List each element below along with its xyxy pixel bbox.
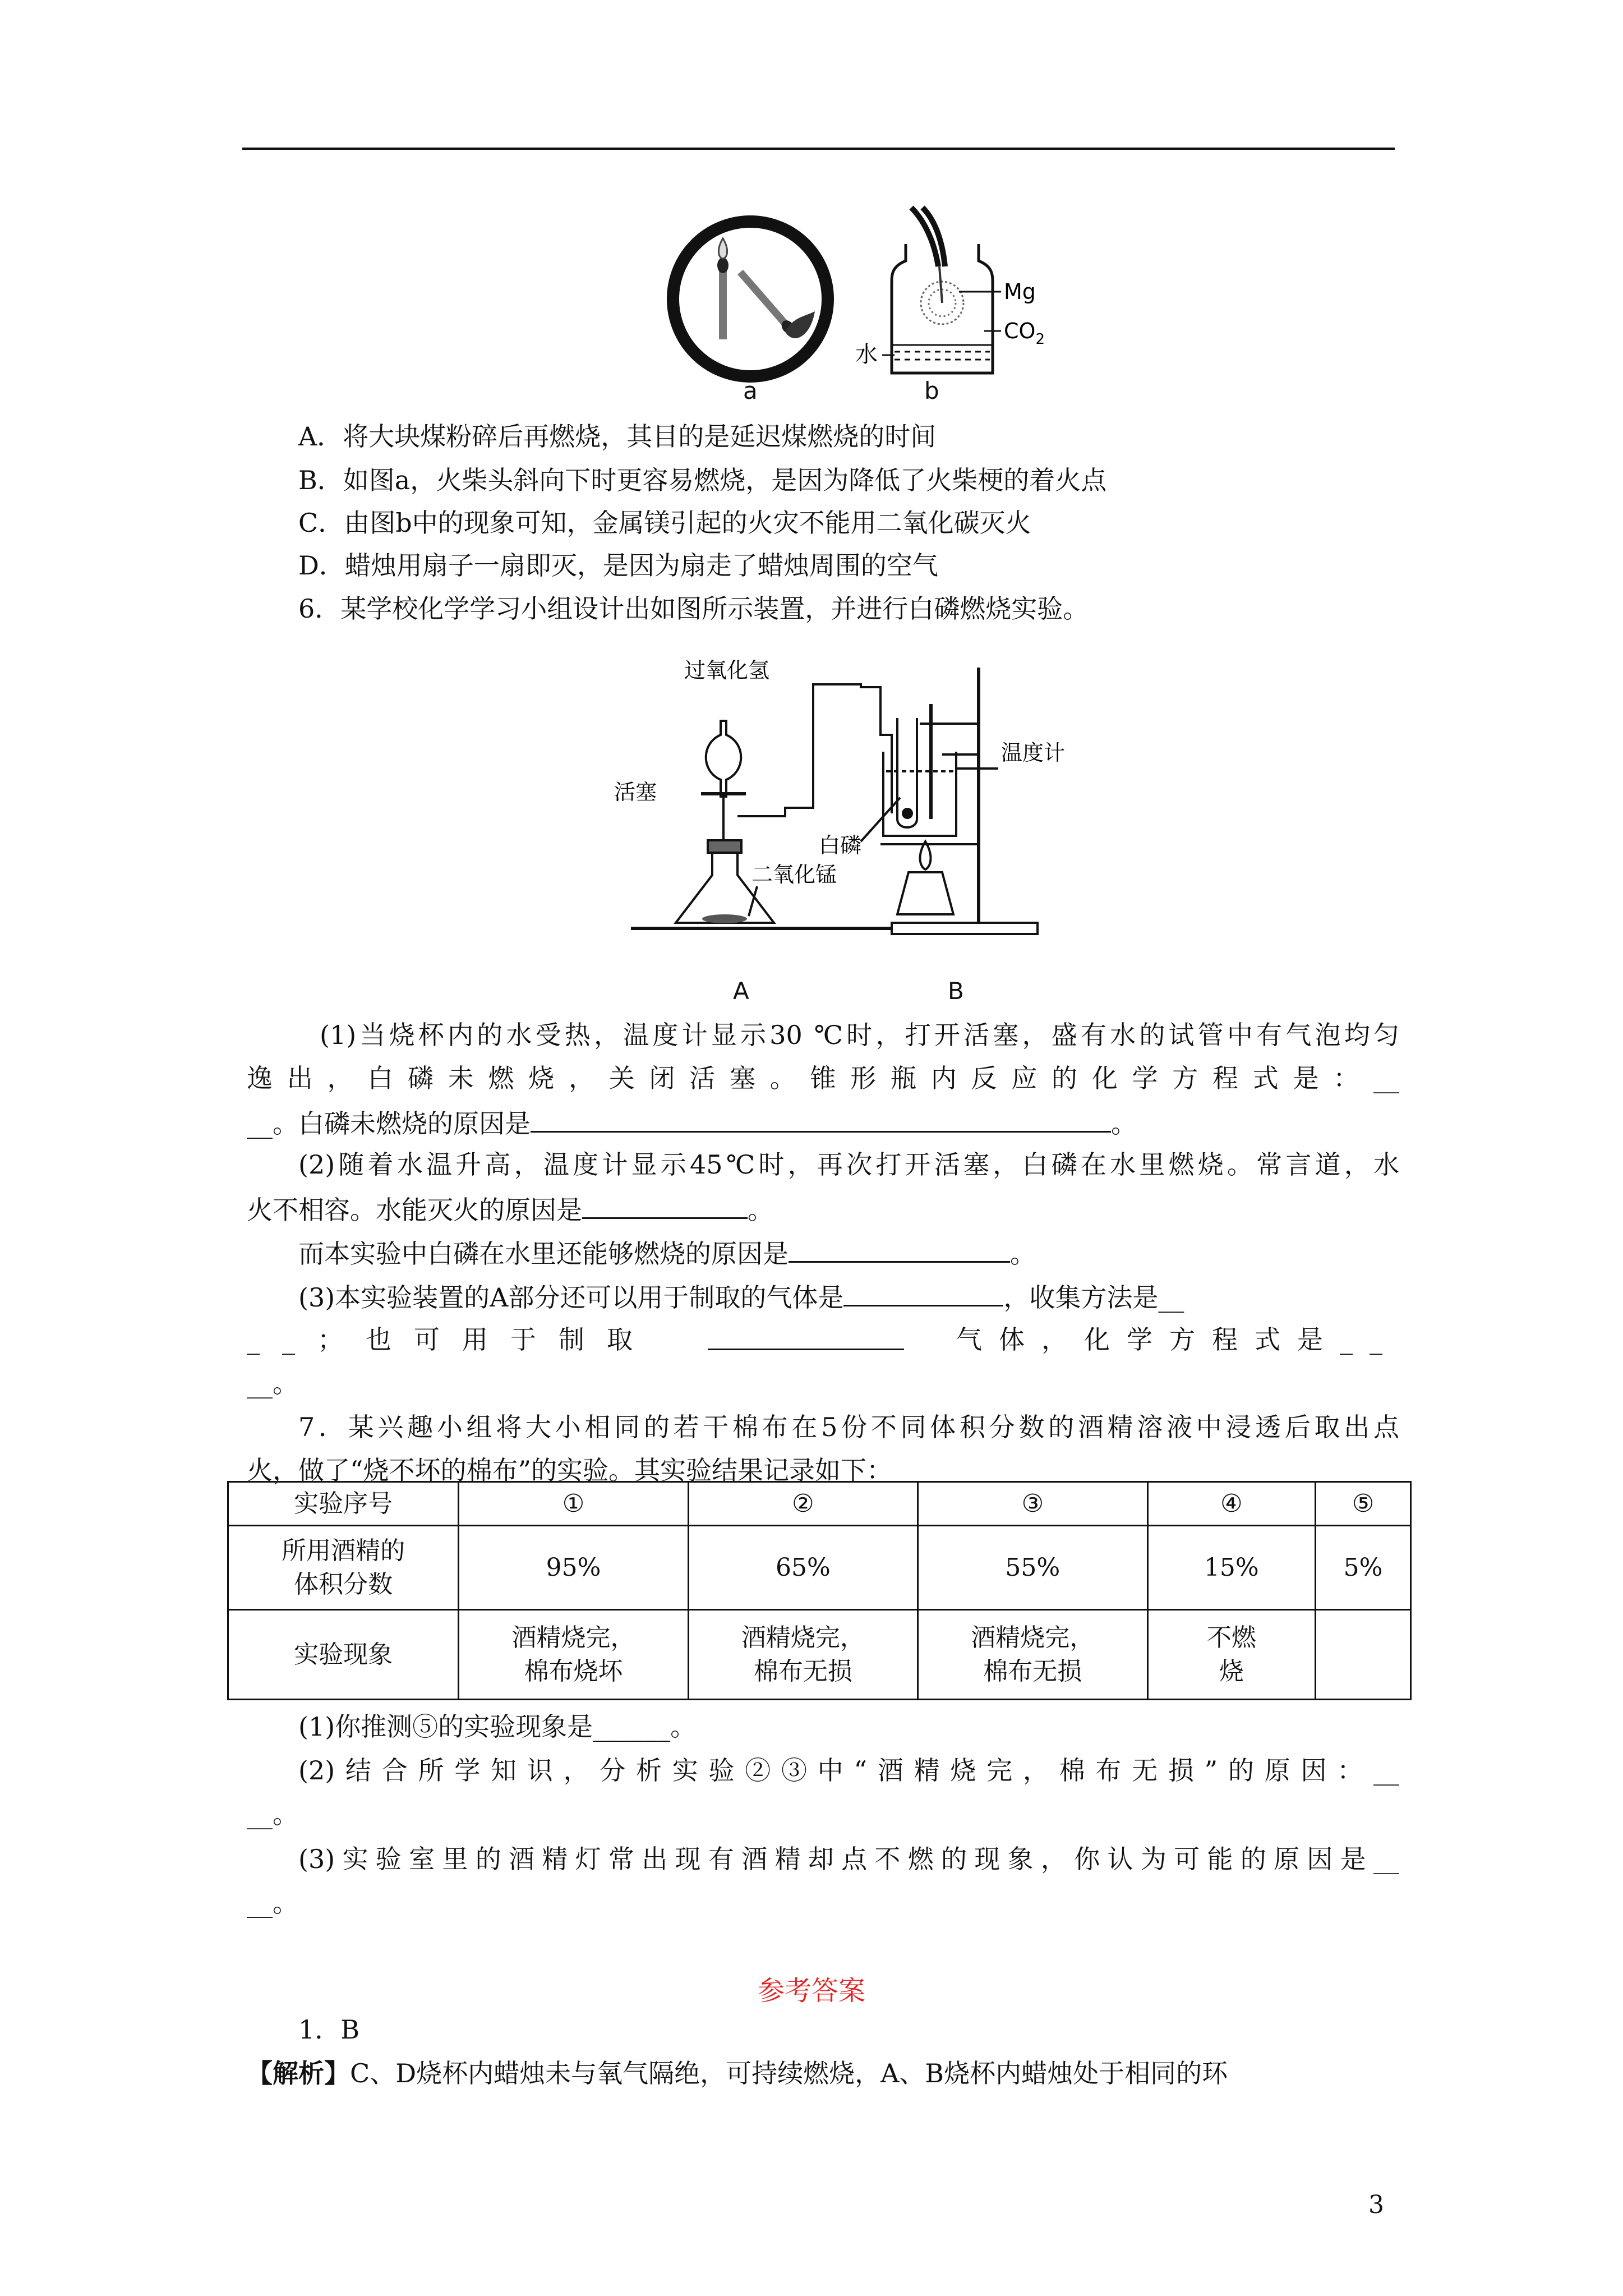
table-cell: 65% [688,1526,917,1610]
figure-b-label: b [924,377,939,404]
q7-sub2-line2: __。 [247,1799,298,1829]
table-cell: ④ [1147,1482,1316,1526]
q6-part1-line1: (1)当烧杯内的水受热，温度计显示30 ℃时，打开活塞，盛有水的试管中有气泡均匀 [320,1020,1399,1050]
label-mno2: 二氧化锰 [751,862,837,887]
table-cell: 酒精烧完， 棉布无损 [918,1610,1147,1700]
match-vertical [719,266,727,339]
q5-option-d: D．蜡烛用扇子一扇即灭，是因为扇走了蜡烛周围的空气 [298,550,938,581]
table-cell: 酒精烧完， 棉布烧坏 [459,1610,688,1700]
circle-frame [673,222,828,376]
table-cell: 15% [1147,1526,1316,1610]
table-cell: 95% [459,1526,688,1610]
q7-stem-line1: 7．某兴趣小组将大小相同的若干棉布在5份不同体积分数的酒精溶液中浸透后取出点 [298,1412,1399,1442]
q5-option-a: A．将大块煤粉碎后再燃烧，其目的是延迟煤燃烧的时间 [298,421,937,452]
q6-part2-line2: 火不相容。水能灭火的原因是 。 [247,1191,773,1227]
q5-option-c: C．由图b中的现象可知，金属镁引起的火灾不能用二氧化碳灭火 [298,508,1031,538]
row-header-index: 实验序号 [228,1482,459,1526]
table-cell: 5% [1316,1526,1411,1610]
alcohol-lamp [897,872,953,914]
q6-part3-line2: __；也可用于制取 气体，化学方程式是__ [247,1323,1399,1356]
label-thermometer: 温度计 [1001,740,1066,765]
q6-stem: 6．某学校化学学习小组设计出如图所示装置，并进行白磷燃烧实验。 [298,593,1089,624]
label-white-p: 白磷 [819,833,862,858]
table-row [228,1526,1411,1610]
q6-part2-line1: (2)随着水温升高，温度计显示45℃时，再次打开活塞，白磷在水里燃烧。常言道，水 [298,1149,1399,1180]
table-cell [1316,1610,1411,1700]
table-cell: ⑤ [1316,1482,1411,1526]
header-rule [242,148,1395,150]
delivery-tube [737,684,892,816]
row-header-phenomenon: 实验现象 [228,1610,459,1700]
q6-part2-line3: 而本实验中白磷在水里还能够燃烧的原因是 。 [298,1235,1036,1271]
q6-part3-line1: (3)本实验装置的A部分还可以用于制取的气体是 ，收集方法是__ [298,1279,1184,1314]
white-phosphorus [902,808,913,819]
figure-a-b [670,205,1045,412]
label-stopcock: 活塞 [614,780,657,804]
burning-mg [921,266,963,324]
match-slanted [740,272,785,324]
q6-part3-line3: __。 [247,1368,298,1398]
table-cell: ① [459,1482,688,1526]
beaker [883,752,956,836]
table-row [228,1482,1411,1526]
crucible-tongs [911,208,945,266]
q7-sub2-line1: (2)结合所学知识，分析实验②③中“酒精烧完，棉布无损”的原因：__ [298,1755,1399,1786]
water-label: 水 [855,342,878,367]
figure-a-label: a [743,377,758,404]
mno2-powder [702,914,747,923]
table-cell: ② [688,1482,917,1526]
row-header-fraction: 所用酒精的 体积分数 [228,1526,459,1610]
apparatus-figure [606,651,1077,942]
page-number: 3 [1368,2191,1384,2219]
table-cell: 不燃 烧 [1147,1610,1316,1700]
q7-stem-line2: 火，做了“烧不坏的棉布”的实验。其实验结果记录如下： [247,1455,893,1485]
q6-part1-line2: 逸出，白磷未燃烧，关闭活塞。锥形瓶内反应的化学方程式是：__ [247,1063,1399,1093]
table-row [228,1610,1411,1700]
part-a-label: A [733,977,749,1005]
q7-sub3-line2: __。 [247,1888,298,1918]
co2-label: $CO_2$ [1004,319,1045,348]
match-head-vertical [717,257,728,273]
q6-part1-line3: __。白磷未燃烧的原因是 。 [247,1105,1137,1140]
table-cell: 酒精烧完， 棉布无损 [688,1610,917,1700]
answer-1-analysis: 【解析】C、D烧杯内蜡烛未与氧气隔绝，可持续燃烧，A、B烧杯内蜡烛处于相同的环 [247,2058,1228,2088]
answers-title: 参考答案 [757,1975,865,2007]
part-b-label: B [948,977,964,1005]
table-cell: 55% [918,1526,1147,1610]
mg-label: Mg [1004,279,1036,304]
results-table [227,1481,1412,1700]
separatory-funnel [706,721,741,797]
table-cell: ③ [918,1482,1147,1526]
q7-sub1: (1)你推测⑤的实验现象是______。 [298,1711,697,1742]
q5-option-b: B．如图a，火柴头斜向下时更容易燃烧，是因为降低了火柴梗的着火点 [298,465,1107,495]
q7-sub3-line1: (3)实验室里的酒精灯常出现有酒精却点不燃的现象，你认为可能的原因是__ [298,1844,1399,1874]
answer-1: 1．B [298,2014,360,2045]
label-h2o2: 过氧化氢 [684,658,770,683]
